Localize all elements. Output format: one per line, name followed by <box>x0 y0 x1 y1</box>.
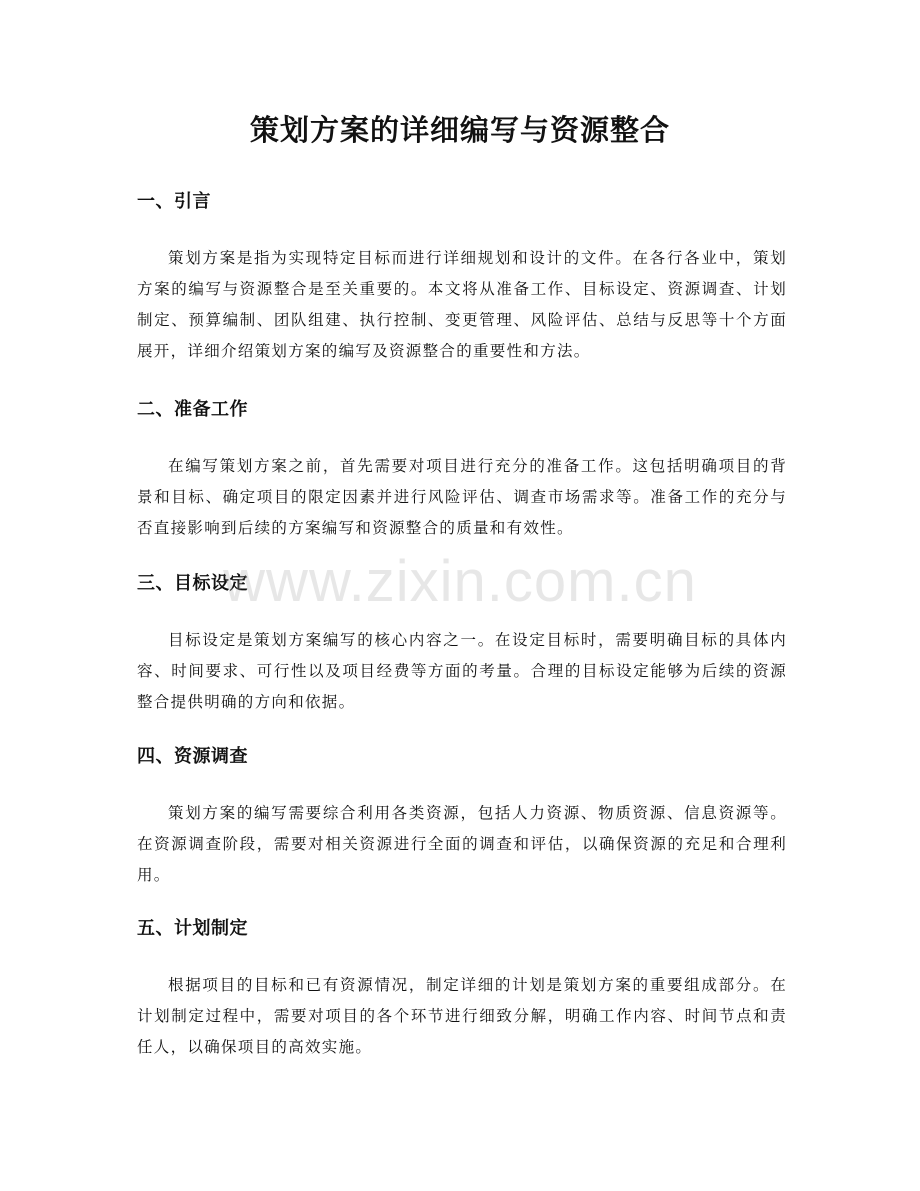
section-preparation <box>137 394 787 544</box>
section-paragraph: 在编写策划方案之前，首先需要对项目进行充分的准备工作。这包括明确项目的背景和目标、确定项目的限定因素并进行风险评估、调查市场需求等。准备工作的充分与否直接影响到后续的方案编写和资源整合的质量和有效性。 <box>137 457 787 537</box>
watermark: www.zixin.com.cn <box>223 549 697 614</box>
section-introduction <box>137 186 787 367</box>
section-paragraph: 策划方案的编写需要综合利用各类资源，包括人力资源、物质资源、信息资源等。在资源调查阶段，需要对相关资源进行全面的调查和评估，以确保资源的充足和合理利用。 <box>137 804 787 884</box>
section-paragraph: 根据项目的目标和已有资源情况，制定详细的计划是策划方案的重要组成部分。在计划制定过程中，需要对项目的各个环节进行细致分解，明确工作内容、时间节点和责任人，以确保项目的高效实施。 <box>137 976 787 1056</box>
section-paragraph: 目标设定是策划方案编写的核心内容之一。在设定目标时，需要明确目标的具体内容、时间要求、可行性以及项目经费等方面的考量。合理的目标设定能够为后续的资源整合提供明确的方向和依据。 <box>137 631 787 711</box>
section-goal-setting <box>137 568 787 718</box>
section-resource-survey <box>137 741 787 891</box>
section-planning <box>137 913 787 1063</box>
section-heading: 四、资源调查 <box>137 746 248 767</box>
section-paragraph: 策划方案是指为实现特定目标而进行详细规划和设计的文件。在各行各业中，策划方案的编写与资源整合是至关重要的。本文将从准备工作、目标设定、资源调查、计划制定、预算编制、团队组建、执行控制、变更管理、风险评估、总结与反思等十个方面展开，详细介绍策划方案的编写及资源整合的重要性和方法。 <box>137 249 787 360</box>
document-title: 策划方案的详细编写与资源整合 <box>249 113 670 147</box>
section-heading: 二、准备工作 <box>137 399 248 420</box>
section-heading: 三、目标设定 <box>137 573 248 594</box>
section-heading: 五、计划制定 <box>137 918 248 939</box>
section-heading: 一、引言 <box>137 191 211 212</box>
